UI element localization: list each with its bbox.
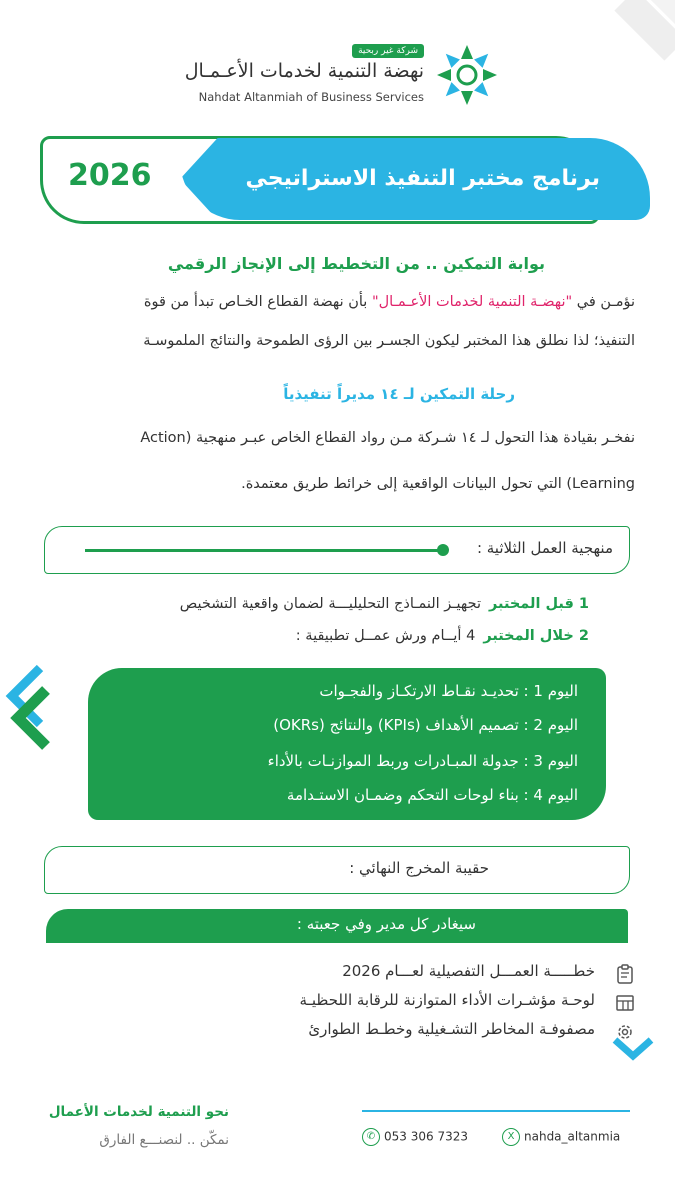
final-output-label: حقيبة المخرج النهائي : — [349, 859, 489, 877]
journey-line-1: نفخـر بقيادة هذا التحول لـ ١٤ شـركة مـن رواد القطاع الخاص عبـر منهجية (Action — [140, 430, 635, 446]
footer-phone[interactable] — [362, 1128, 468, 1150]
intro-line-1-start: نؤمـن في — [572, 294, 635, 310]
methodology-box — [44, 526, 630, 574]
company-logo — [180, 42, 500, 112]
intro-line-1-end: بأن نهضة القطاع الخـاص تبدأ من قوة — [143, 294, 372, 310]
nonprofit-badge: شركة غير ربحية — [352, 44, 424, 58]
journey-line-2: Learning) التي تحول البيانات الواقعية إلى خرائط طريق معتمدة. — [241, 476, 635, 492]
deliverables-bar — [46, 909, 628, 943]
footer-motto: نحو التنمية لخدمات الأعمال — [48, 1104, 229, 1120]
social-handle: nahda_altanmia — [524, 1129, 621, 1144]
left-chevron-decoration — [0, 660, 70, 750]
row-number: 2 خلال المختبر — [483, 628, 589, 644]
intro-company-highlight: "نهضـة التنمية لخدمات الأعـمـال" — [371, 294, 573, 310]
row-number: 1 قبل المختبر — [489, 596, 589, 612]
deliverables-label: سيغادر كل مدير وفي جعبته : — [296, 915, 476, 933]
logo-name-english: Nahdat Altanmiah of Business Services — [198, 90, 424, 104]
logo-name-arabic: نهضة التنمية لخدمات الأعـمـال — [184, 60, 424, 82]
deliverable-item: خطـــــة العمـــل التفصيلية لعـــام 2026 — [342, 962, 595, 980]
title-banner — [40, 136, 630, 228]
methodology-label: منهجية العمل الثلاثية : — [476, 539, 613, 557]
workshop-days-panel — [88, 668, 606, 820]
day-3: اليوم 3 : جدولة المبـادرات وربط الموازنـات بالأداء — [267, 752, 578, 770]
dashboard-icon — [615, 993, 635, 1013]
footer-divider — [362, 1110, 630, 1112]
x-icon: X — [502, 1128, 520, 1146]
intro-line-1 — [144, 294, 635, 310]
methodology-progress-dot — [437, 544, 449, 556]
day-1: اليوم 1 : تحديـد نقـاط الارتكـاز والفجـوات — [319, 682, 578, 700]
deliverable-item: لوحـة مؤشـرات الأداء المتوازنة للرقابة اللحظيـة — [299, 991, 595, 1009]
methodology-row-before — [180, 596, 589, 612]
row-text: تجهيـز النمـاذج التحليليـــة لضمان واقعية التشخيص — [179, 596, 481, 612]
day-4: اليوم 4 : بناء لوحات التحكم وضمـان الاستـدامة — [286, 786, 578, 804]
intro-line-2: التنفيذ؛ لذا نطلق هذا المختبر ليكون الجسـر بين الرؤى الطموحة والنتائج الملموسـة — [143, 333, 635, 349]
row-text: 4 أيــام ورش عمــل تطبيقية : — [295, 628, 476, 644]
day-2: اليوم 2 : تصميم الأهداف (KPIs) والنتائج (OKRs) — [273, 716, 578, 734]
methodology-row-during — [296, 628, 589, 644]
logo-star-icon — [434, 42, 500, 108]
footer-slogan: نمكّن .. لنصنـــع الفارق — [99, 1132, 229, 1148]
banner-year: 2026 — [68, 158, 152, 193]
footer-social[interactable] — [502, 1128, 620, 1150]
page-title: برنامج مختبر التنفيذ الاستراتيجي — [245, 166, 600, 191]
phone-icon: ✆ — [362, 1128, 380, 1146]
clipboard-icon — [615, 964, 635, 984]
final-output-box — [44, 846, 630, 894]
methodology-progress-line — [85, 549, 441, 552]
deliverable-item: مصفوفـة المخاطر التشـغيلية وخطـط الطوارئ — [308, 1020, 595, 1038]
journey-heading: رحلة التمكين لـ ١٤ مديراً تنفيذياً — [283, 385, 515, 403]
corner-chevron-decoration — [585, 0, 675, 140]
gear-icon — [615, 1022, 635, 1042]
intro-heading: بوابة التمكين .. من التخطيط إلى الإنجاز الرقمي — [167, 254, 545, 273]
phone-number: 053 306 7323 — [384, 1129, 468, 1144]
